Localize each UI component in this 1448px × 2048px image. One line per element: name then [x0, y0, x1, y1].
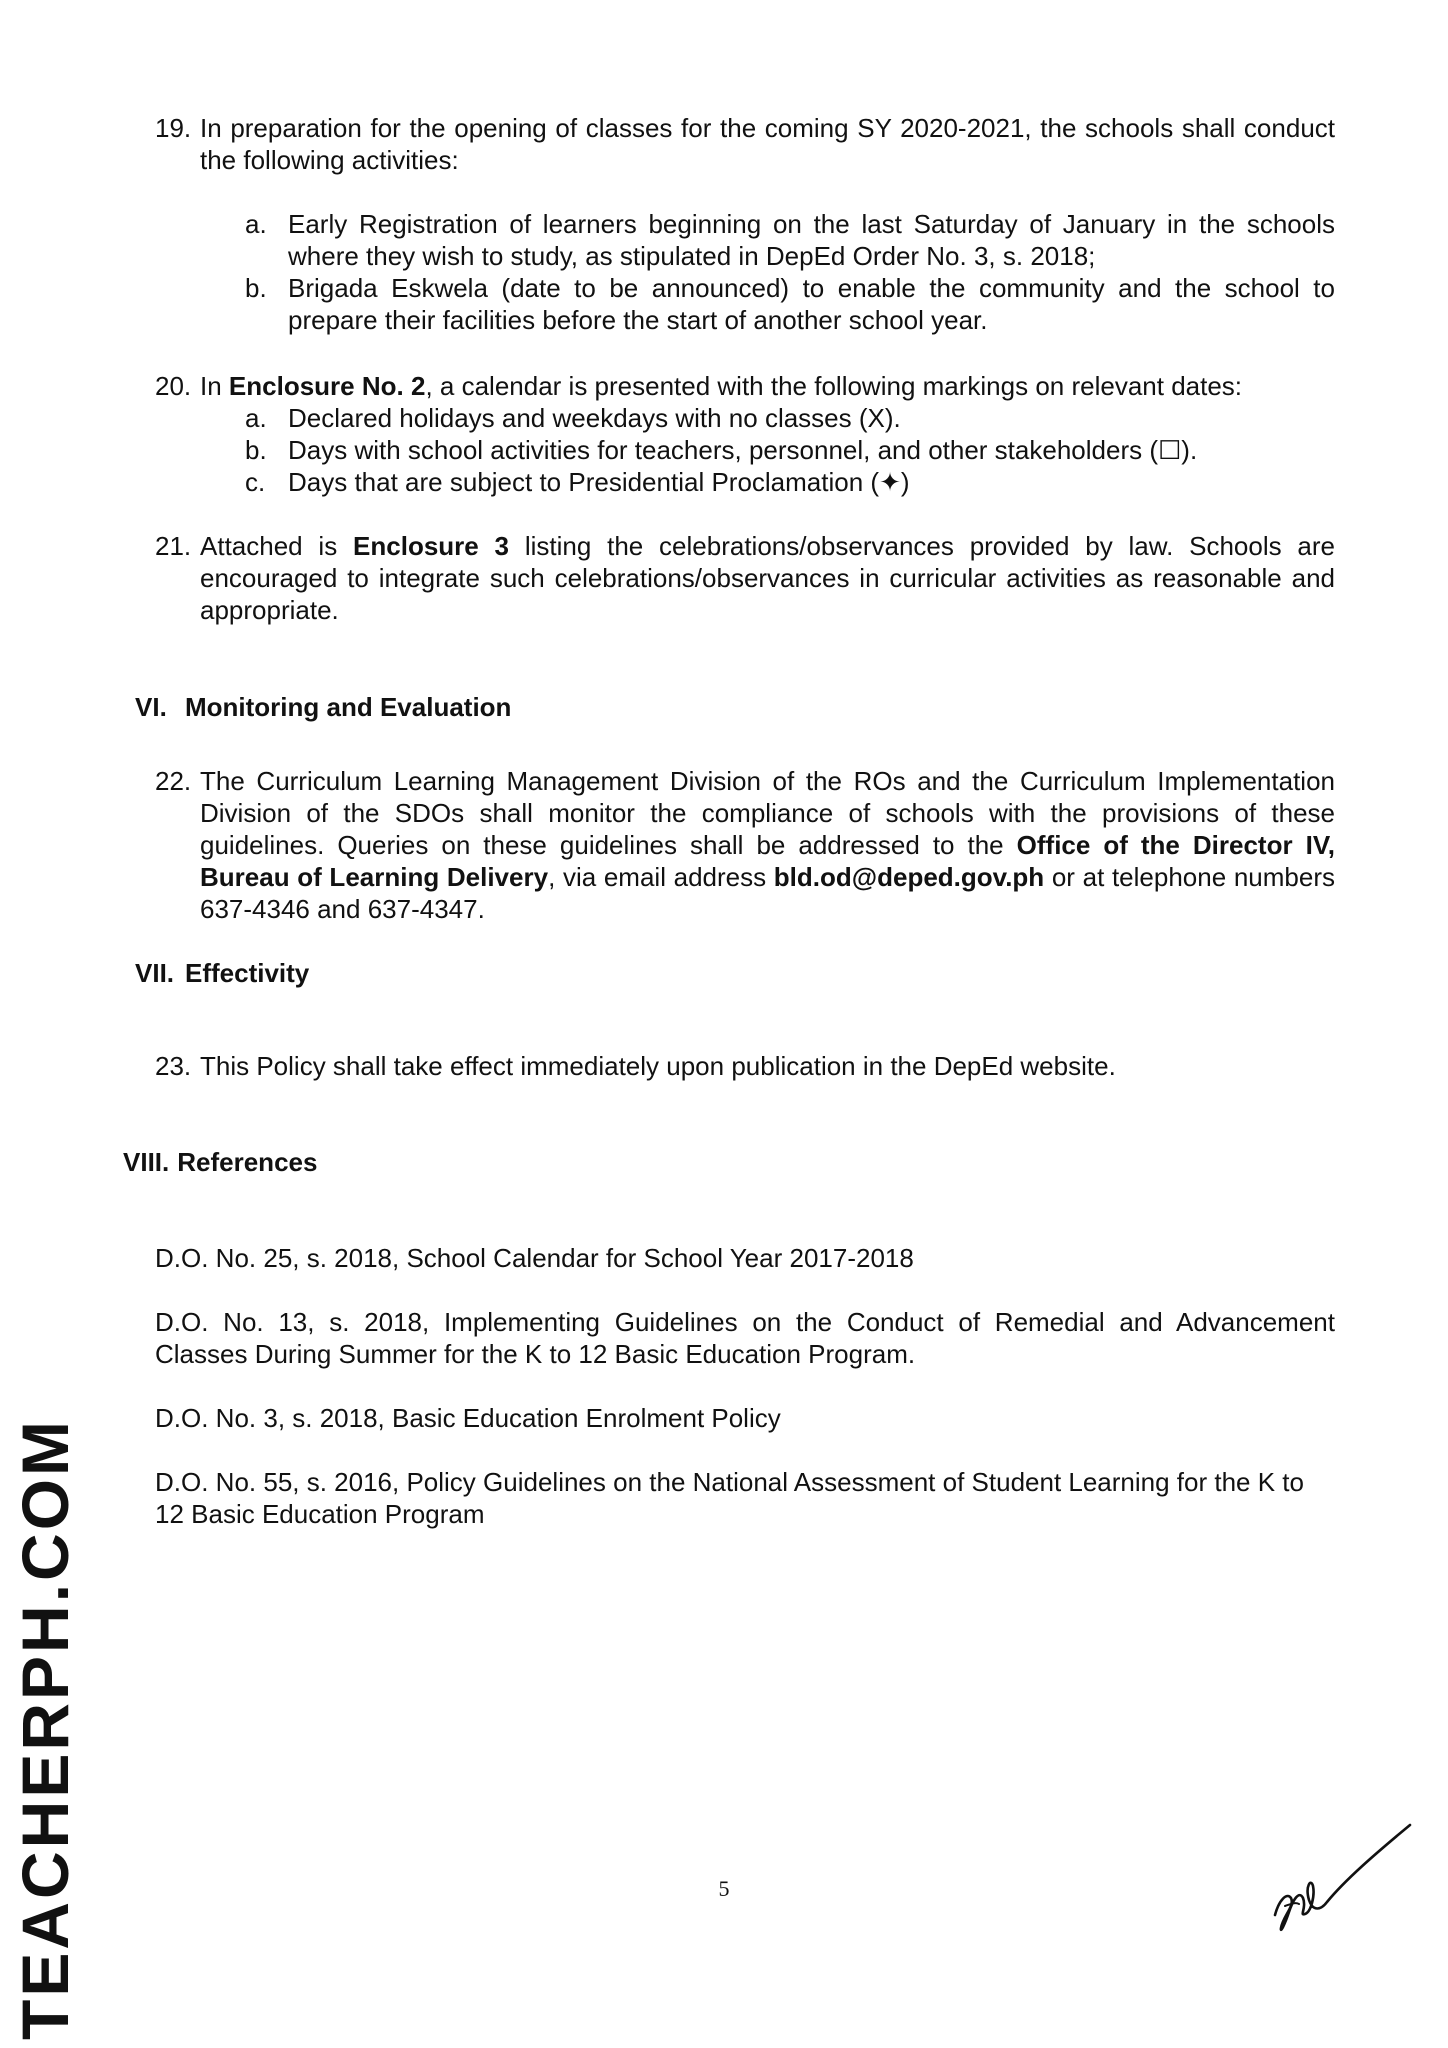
item-22 — [155, 765, 1335, 925]
email-address: bld.od@deped.gov.ph — [773, 862, 1045, 892]
star-cross-symbol-icon: ✦ — [879, 468, 901, 498]
item-number: 23. — [155, 1051, 192, 1081]
sub-letter: b. — [245, 435, 267, 465]
item-number: 19. — [155, 113, 192, 143]
text-run: ). — [1181, 435, 1198, 465]
item-text — [200, 765, 1335, 925]
sub-text: Brigada Eskwela (date to be announced) to enable the community and the school to prepare their facilities before the start of another school year. — [288, 273, 1335, 335]
text-run: Attached is — [200, 531, 354, 561]
item-number: 21. — [155, 531, 192, 561]
item-21 — [155, 530, 1335, 626]
text-run: Days with school activities for teachers, personnel, and other stakeholders ( — [288, 435, 1158, 465]
reference-item: D.O. No. 25, s. 2018, School Calendar for School Year 2017-2018 — [155, 1243, 914, 1273]
item-20c — [245, 466, 1335, 499]
item-20a — [245, 402, 1335, 434]
text-run: or at telephone numbers 637-4346 and 637-4347. — [200, 862, 1335, 924]
sub-letter: a. — [245, 209, 267, 239]
item-19b — [245, 272, 1335, 336]
text-run: In — [200, 371, 229, 401]
section-heading-vi — [135, 691, 511, 723]
item-text: This Policy shall take effect immediately upon publication in the DepEd website. — [200, 1051, 1116, 1081]
item-text — [200, 370, 1335, 402]
item-20b — [245, 434, 1335, 467]
text-run — [404, 371, 411, 401]
section-number: VIII. — [123, 1147, 170, 1177]
signature-image — [1265, 1820, 1415, 1940]
text-run: ) — [900, 467, 910, 497]
text-run: listing the celebrations/observances provided by law. Schools are encouraged to integrate such celebrations/observances in curricular activities as reasonable and appropriate. — [200, 531, 1335, 625]
text-run: Days that are subject to Presidential Proclamation ( — [288, 467, 880, 497]
sub-text — [288, 434, 1335, 467]
item-23 — [155, 1050, 1335, 1082]
sub-text: Early Registration of learners beginning on the last Saturday of January in the schools where they wish to study, as stipulated in DepEd Order No. 3, s. 2018; — [288, 209, 1335, 271]
section-title: Effectivity — [185, 958, 310, 988]
sub-letter: a. — [245, 403, 267, 433]
sub-text — [288, 466, 1335, 499]
section-heading-vii — [135, 957, 309, 989]
watermark: TEACHERPH.COM — [8, 1417, 82, 2040]
section-number: VII. — [135, 958, 175, 988]
office-name: Office of the Director IV, Bureau of Learning Delivery — [200, 830, 1335, 892]
item-19 — [155, 112, 1335, 176]
text-run: , via email address — [548, 862, 774, 892]
enclosure-label: Enclosure 3 — [353, 531, 510, 561]
item-text — [200, 530, 1335, 626]
sub-text: Declared holidays and weekdays with no classes (X). — [288, 403, 901, 433]
sub-letter: b. — [245, 273, 267, 303]
square-symbol-icon: ☐ — [1157, 436, 1182, 466]
text-run: , a calendar is presented with the following markings on relevant dates: — [425, 371, 1243, 401]
section-title: References — [177, 1147, 318, 1177]
page-number: 5 — [718, 1876, 730, 1901]
item-20 — [155, 370, 1335, 402]
item-19a — [245, 208, 1335, 272]
reference-item: D.O. No. 55, s. 2016, Policy Guidelines on the National Assessment of Student Learning for the K to 12 Basic Education Program — [155, 1467, 1304, 1529]
section-heading-viii — [123, 1146, 317, 1178]
section-number: VI. — [135, 692, 167, 722]
item-number: 20. — [155, 371, 192, 401]
reference-item: D.O. No. 3, s. 2018, Basic Education Enrolment Policy — [155, 1403, 781, 1433]
sub-letter: c. — [245, 467, 266, 497]
item-text: In preparation for the opening of classes for the coming SY 2020-2021, the schools shall conduct the following activities: — [200, 113, 1335, 175]
text-run: The Curriculum Learning Management Division of the ROs and the Curriculum Implementation Division of the SDOs shall monitor the compliance of schools with the provisions of these guidelines. Queries on these guidelines shall be addressed to the — [200, 766, 1335, 860]
item-number: 22. — [155, 766, 192, 796]
enclosure-number: 2 — [410, 371, 426, 401]
section-title: Monitoring and Evaluation — [185, 692, 512, 722]
reference-item: D.O. No. 13, s. 2018, Implementing Guidelines on the Conduct of Remedial and Advancement Classes During Summer for the K to 12 Basic Education Program. — [155, 1307, 1335, 1369]
enclosure-label: Enclosure No. — [228, 371, 404, 401]
